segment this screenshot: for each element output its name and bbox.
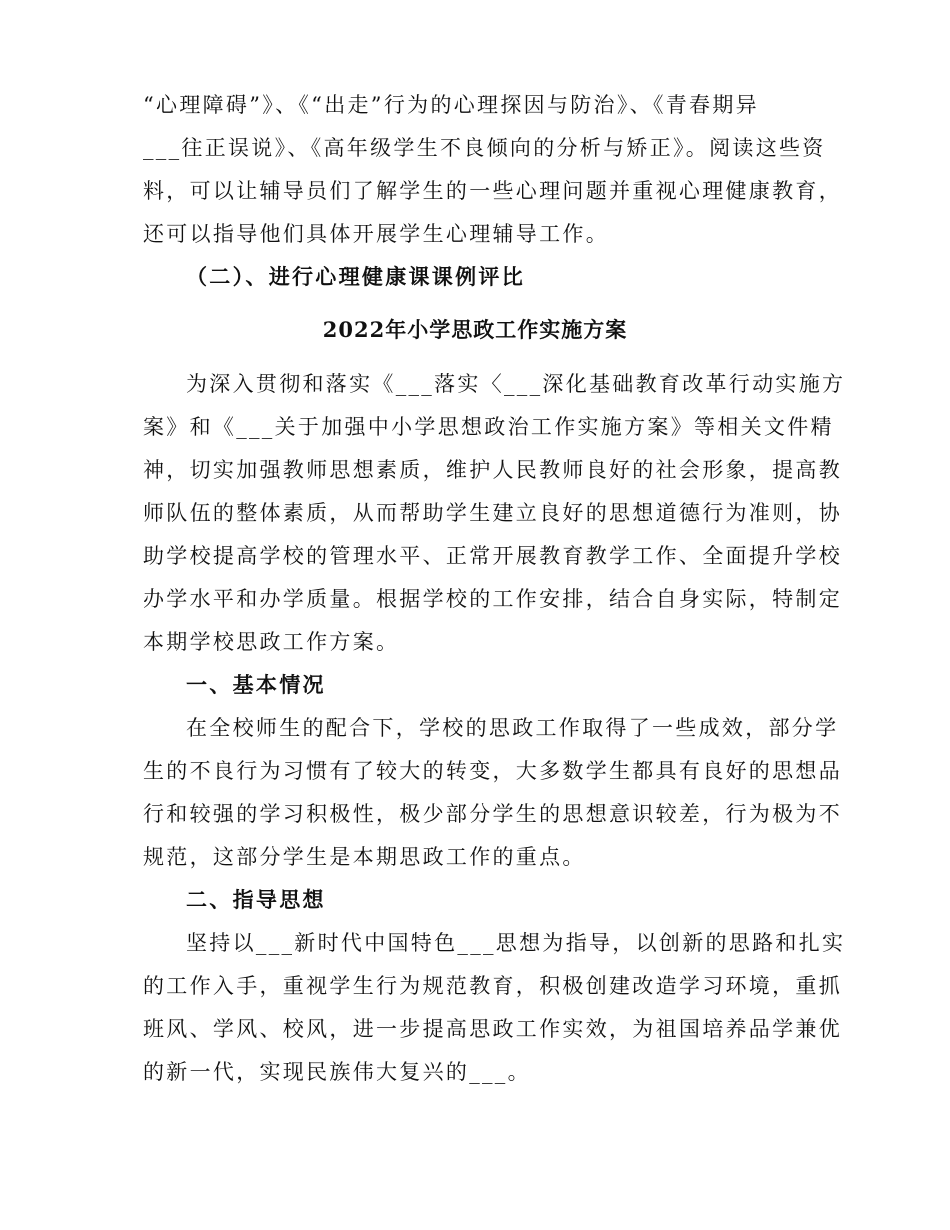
paragraph-line: 规范，这部分学生是本期思政工作的重点。	[143, 845, 586, 869]
paragraph-line: 本期学校思政工作方案。	[143, 630, 400, 654]
paragraph-line: 班风、学风、校风，进一步提高思政工作实效，为祖国培养品学兼优	[143, 1017, 842, 1041]
paragraph-line: 办学水平和办学质量。根据学校的工作安排，结合自身实际，特制定	[143, 587, 842, 611]
paragraph-line: 的工作入手，重视学生行为规范教育，积极创建改造学习环境，重抓	[143, 974, 842, 998]
paragraph-line: 坚持以___新时代中国特色___思想为指导，以创新的思路和扎实	[186, 931, 846, 955]
paragraph-line: 案》和《___关于加强中小学思想政治工作实施方案》等相关文件精	[143, 415, 834, 439]
paragraph-line: 行和较强的学习积极性，极少部分学生的思想意识较差，行为极为不	[143, 802, 842, 826]
paragraph-line: 的新一代，实现民族伟大复兴的___。	[143, 1060, 531, 1084]
paragraph-line: ___往正误说》、《高年级学生不良倾向的分析与矫正》。阅读这些资	[143, 136, 826, 160]
paragraph-line: “心理障碍”》、《“出走”行为的心理探因与防治》、《青春期异	[143, 93, 759, 117]
paragraph-line: 神，切实加强教师思想素质，维护人民教师良好的社会形象，提高教	[143, 458, 842, 482]
paragraph-line: 师队伍的整体素质，从而帮助学生建立良好的思想道德行为准则，协	[143, 501, 842, 525]
section-heading: （二）、进行心理健康课课例评比	[186, 264, 525, 289]
paragraph-line: 还可以指导他们具体开展学生心理辅导工作。	[143, 222, 609, 246]
paragraph-line: 为深入贯彻和落实《___落实〈___深化基础教育改革行动实施方	[186, 372, 846, 396]
paragraph-line: 生的不良行为习惯有了较大的转变，大多数学生都具有良好的思想品	[143, 759, 842, 783]
paragraph-line: 助学校提高学校的管理水平、正常开展教育教学工作、全面提升学校	[143, 544, 842, 568]
paragraph-line: 料，可以让辅导员们了解学生的一些心理问题并重视心理健康教育，	[143, 179, 842, 203]
section-heading: 一、基本情况	[186, 672, 326, 697]
section-heading: 二、指导思想	[186, 887, 326, 912]
paragraph-line: 在全校师生的配合下，学校的思政工作取得了一些成效，部分学	[186, 716, 839, 740]
document-title: 2022年小学思政工作实施方案	[322, 317, 628, 342]
